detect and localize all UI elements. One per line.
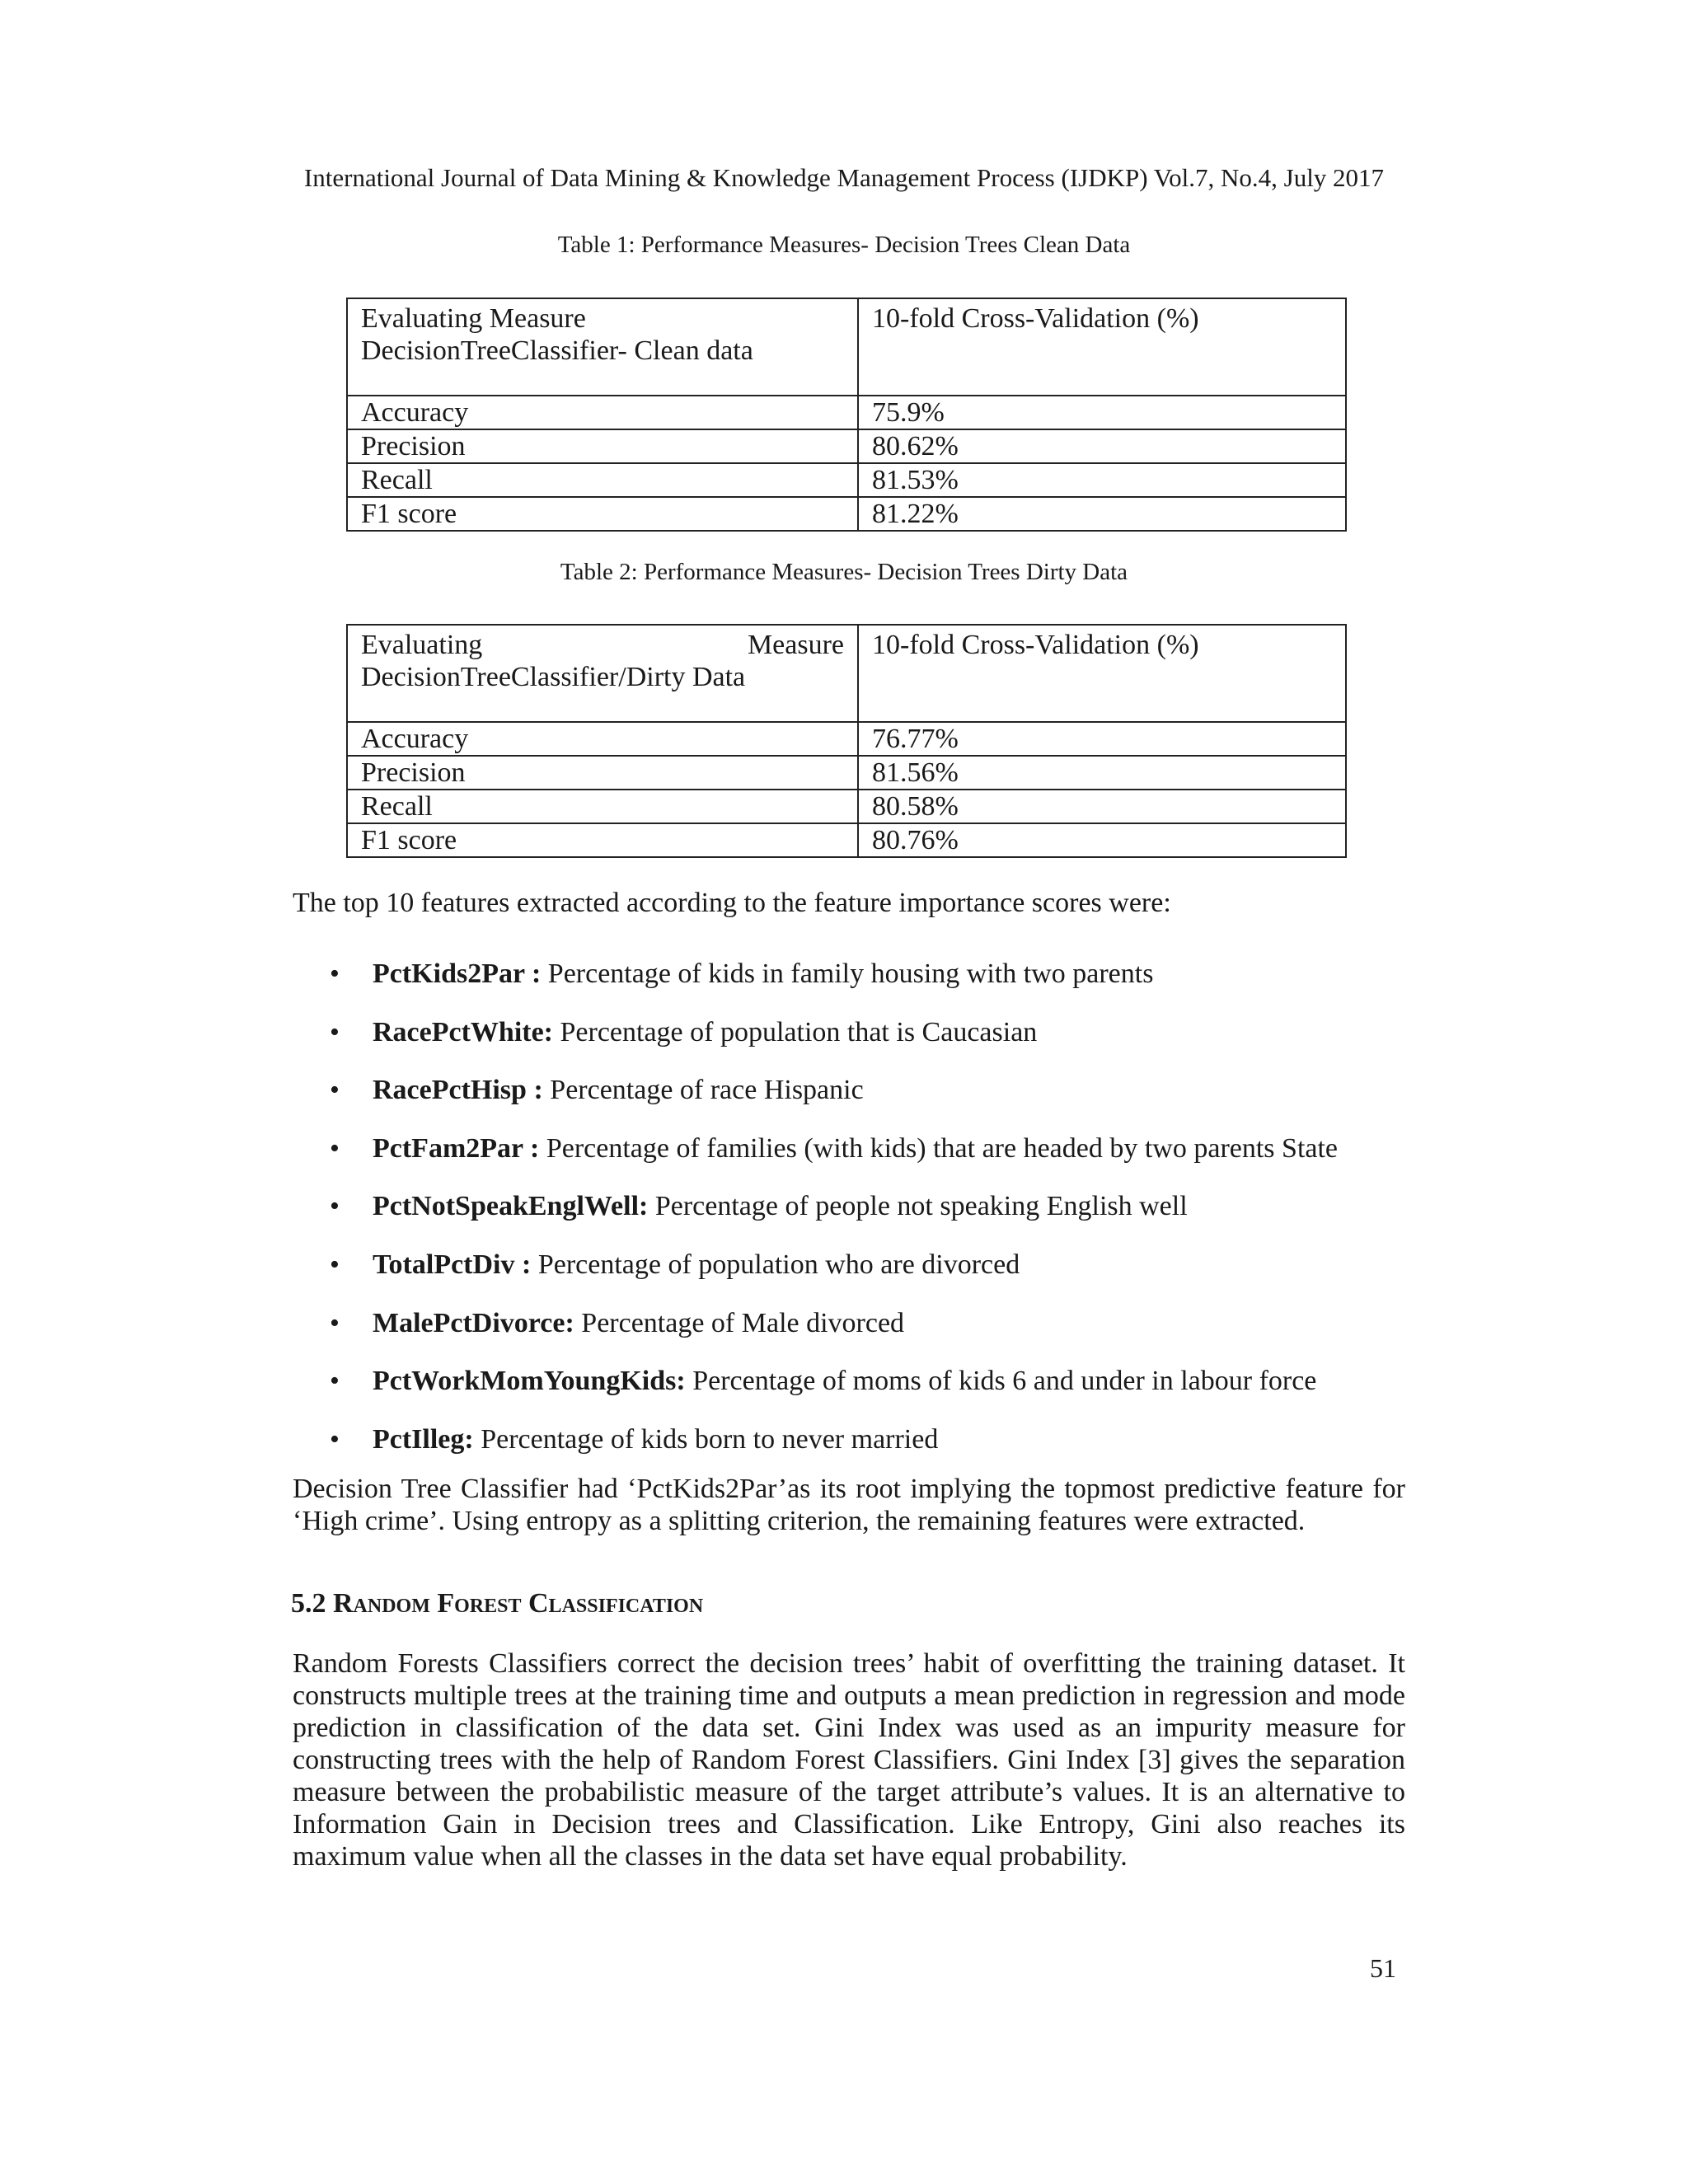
bullet-icon: • [330,958,340,989]
table1-cell-value: 81.53% [858,463,1346,497]
table2-header-row [347,625,1346,722]
table-row [347,790,1346,823]
decision-tree-paragraph: Decision Tree Classifier had ‘PctKids2Par’as its root implying the topmost predictive feature for ‘High crime’. Using entropy as a splitting criterion, the remaining features were extracted. [293,1474,1405,1536]
table-row [347,396,1346,429]
bullet-icon: • [330,1191,340,1222]
list-item [330,1307,1338,1366]
table2-header-measure-line1 [361,629,857,661]
table2-cell-measure: Accuracy [347,722,858,756]
section-heading [291,1587,703,1620]
table1-header-measure [347,298,858,396]
table-row [347,756,1346,790]
feature-description: Percentage of population who are divorced [531,1249,1020,1280]
list-item [330,958,1338,1016]
table2-caption: Table 2: Performance Measures- Decision Trees Dirty Data [560,559,1128,585]
feature-list [330,958,1338,1481]
bullet-icon: • [330,1423,340,1455]
bullet-icon: • [330,1249,340,1280]
table2-cell-measure: Precision [347,756,858,790]
features-intro: The top 10 features extracted according to the feature importance scores were: [293,888,1171,918]
bullet-icon: • [330,1307,340,1338]
table2-cell-measure: F1 score [347,823,858,857]
list-item [330,1190,1338,1249]
feature-name: TotalPctDiv : [373,1249,532,1280]
table2-cell-value: 80.76% [858,823,1346,857]
section-number: 5.2 [291,1588,333,1619]
table-row [347,429,1346,463]
table-row [347,722,1346,756]
section-title: Random Forest Classification [333,1588,704,1619]
bullet-icon: • [330,1132,340,1164]
table1-cell-measure: Accuracy [347,396,858,429]
table2-header-cv: 10-fold Cross-Validation (%) [858,625,1346,722]
feature-name: PctFam2Par : [373,1132,540,1164]
table2-cell-measure: Recall [347,790,858,823]
bullet-icon: • [330,1366,340,1397]
page-number: 51 [1370,1953,1396,1983]
table2-header-measure [347,625,858,722]
table1-header-cv: 10-fold Cross-Validation (%) [858,298,1346,396]
random-forest-paragraph: Random Forests Classifiers correct the decision trees’ habit of overfitting the training dataset. It constructs multiple trees at the training time and outputs a mean prediction in regression and mode prediction in classification of the data set. Gini Index was used as an impurity measure for constructing trees with the help of Random Forest Classifiers. Gini Index [3] gives the separation measure between the probabilistic measure of the target attribute’s values. It is an alternative to Information Gain in Decision trees and Classification. Like Entropy, Gini also reaches its maximum value when all the classes in the data set have equal probability. [293,1648,1405,1872]
feature-name: PctKids2Par : [373,958,542,989]
table-row [347,463,1346,497]
table1 [346,298,1347,532]
table1-header-measure-line2: DecisionTreeClassifier- Clean data [361,335,753,366]
table-row [347,823,1346,857]
feature-name: MalePctDivorce: [373,1307,574,1338]
running-header: International Journal of Data Mining & Knowledge Management Process (IJDKP) Vol.7, No.4, July 2017 [303,163,1385,192]
table1-cell-measure: Recall [347,463,858,497]
table2-header-word-measure: Measure [747,630,844,660]
list-item [330,1074,1338,1132]
feature-name: RacePctHisp : [373,1075,543,1106]
bullet-icon: • [330,1075,340,1106]
table2-header-word-evaluating: Evaluating [361,630,483,660]
feature-name: PctIlleg: [373,1423,474,1455]
feature-description: Percentage of people not speaking English well [648,1191,1188,1222]
table2-header-measure-line2: DecisionTreeClassifier/Dirty Data [361,662,746,692]
feature-description: Percentage of kids born to never married [473,1423,939,1455]
table2-cell-value: 80.58% [858,790,1346,823]
table1-header-row [347,298,1346,396]
list-item [330,1249,1338,1307]
feature-name: RacePctWhite: [373,1016,554,1047]
feature-description: Percentage of race Hispanic [542,1075,864,1106]
table1-cell-value: 75.9% [858,396,1346,429]
list-item [330,1132,1338,1191]
feature-name: PctNotSpeakEnglWell: [373,1191,649,1222]
feature-description: Percentage of population that is Caucasian [553,1016,1038,1047]
list-item [330,1365,1338,1423]
feature-description: Percentage of moms of kids 6 and under in labour force [685,1366,1317,1397]
table-row [347,497,1346,531]
feature-name: PctWorkMomYoungKids: [373,1366,686,1397]
feature-description: Percentage of Male divorced [574,1307,905,1338]
table1-cell-value: 81.22% [858,497,1346,531]
table1-header-measure-line1: Evaluating Measure [361,303,586,334]
table1-cell-measure: F1 score [347,497,858,531]
table2-cell-value: 76.77% [858,722,1346,756]
table1-cell-value: 80.62% [858,429,1346,463]
table1-cell-measure: Precision [347,429,858,463]
bullet-icon: • [330,1016,340,1047]
feature-description: Percentage of families (with kids) that are headed by two parents State [539,1132,1339,1164]
table2-cell-value: 81.56% [858,756,1346,790]
feature-description: Percentage of kids in family housing with two parents [541,958,1154,989]
table2 [346,624,1347,858]
table1-caption: Table 1: Performance Measures- Decision Trees Clean Data [557,232,1131,258]
list-item [330,1016,1338,1075]
